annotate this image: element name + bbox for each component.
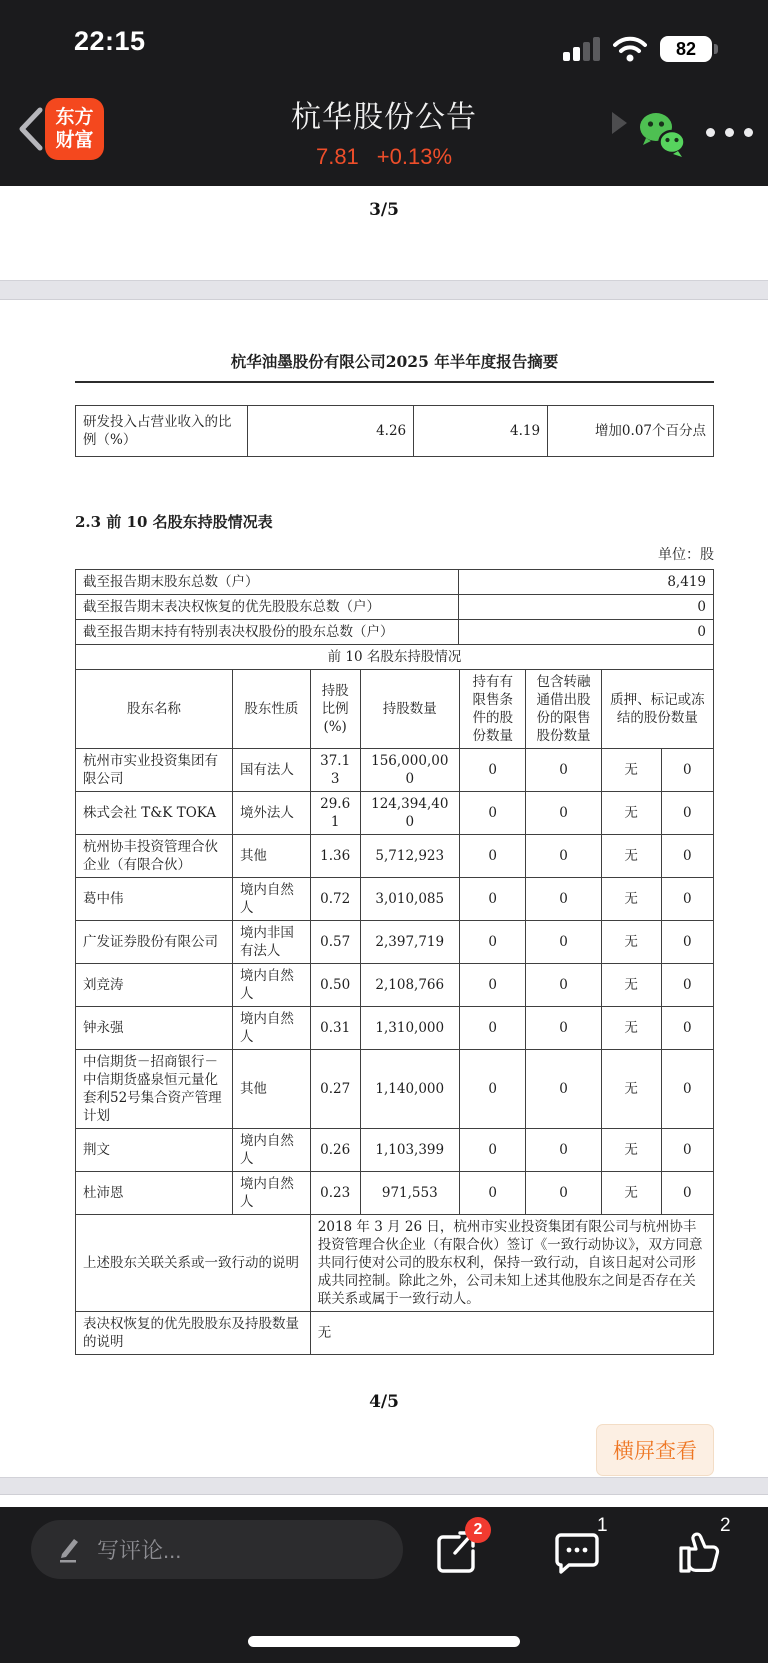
notes-tbody [76,1215,714,1355]
holder-cell: 0 [460,1007,526,1050]
holder-row [76,964,714,1007]
holder-cell: 刘竞涛 [76,964,233,1007]
unit-label: 单位：股 [658,547,714,563]
page-separator [0,1477,768,1495]
top10-holders-table [75,644,714,1355]
holder-cell: 156,000,000 [360,749,460,792]
holder-cell: 0 [661,878,713,921]
col-header: 质押、标记或冻结的股份数量 [601,670,713,749]
holder-cell: 0 [460,1172,526,1215]
holder-cell: 其他 [232,835,310,878]
stock-change: +0.13% [376,144,453,169]
holder-cell: 0.27 [310,1050,360,1129]
section-title: 2.3 前 10 名股东持股情况表 [75,513,273,531]
holder-cell: 杭州协丰投资管理合伙企业（有限合伙） [76,835,233,878]
expand-arrow-icon[interactable] [612,112,627,134]
col-header: 股东性质 [232,670,310,749]
table-row [76,406,714,457]
holder-cell: 杜沛恩 [76,1172,233,1215]
like-count: 2 [720,1515,731,1536]
holder-cell: 中信期货－招商银行－中信期货盛泉恒元量化套利52号集合资产管理计划 [76,1050,233,1129]
comment-button[interactable] [553,1515,608,1582]
holder-cell: 971,553 [360,1172,460,1215]
holder-cell: 0 [460,792,526,835]
holder-cell: 境内自然人 [232,964,310,1007]
document-page [75,300,714,1355]
wechat-share-icon[interactable] [636,110,688,160]
holder-cell: 0.72 [310,878,360,921]
holder-row [76,921,714,964]
holder-cell: 2,108,766 [360,964,460,1007]
summary-value: 0 [458,595,713,620]
rd-current: 4.26 [248,406,414,457]
holder-cell: 0 [460,1129,526,1172]
holder-cell: 0 [460,964,526,1007]
holder-cell: 0 [661,1050,713,1129]
page3-indicator: 3/5 [369,200,399,220]
comment-icon [553,1529,601,1577]
holder-cell: 杭州市实业投资集团有限公司 [76,749,233,792]
holder-cell: 0 [460,835,526,878]
holder-cell: 0 [526,878,601,921]
holder-cell: 无 [601,1129,661,1172]
holder-cell: 无 [601,1050,661,1129]
pencil-icon [56,1536,81,1563]
holder-cell: 0.57 [310,921,360,964]
holder-cell: 无 [601,792,661,835]
holder-cell: 其他 [232,1050,310,1129]
holder-cell: 无 [601,749,661,792]
holder-cell: 1.36 [310,835,360,878]
status-icons [563,36,718,62]
battery-icon [660,36,718,62]
page4-indicator: 4/5 [369,1392,399,1412]
title-block [174,92,594,170]
holder-cell: 0 [661,1007,713,1050]
holder-cell: 无 [601,1172,661,1215]
holder-cell: 1,310,000 [360,1007,460,1050]
summary-tbody [76,570,714,645]
summary-label: 截至报告期末持有特别表决权股份的股东总数（户） [76,620,459,645]
back-button[interactable] [14,104,48,154]
note-label: 上述股东关联关系或一致行动的说明 [76,1215,311,1312]
holder-row [76,1172,714,1215]
holder-cell: 0 [460,1050,526,1129]
summary-value: 0 [458,620,713,645]
holder-cell: 无 [601,964,661,1007]
holder-cell: 无 [601,878,661,921]
holder-cell: 0 [661,1129,713,1172]
holder-row [76,792,714,835]
col-header: 包含转融通借出股份的限售股份数量 [526,670,601,749]
rd-ratio-table [75,405,714,457]
holder-cell: 境内自然人 [232,878,310,921]
holder-cell: 境内自然人 [232,1129,310,1172]
holder-row [76,1050,714,1129]
holder-cell: 荆文 [76,1129,233,1172]
share-button[interactable] [433,1521,483,1582]
holder-cell: 0 [661,1172,713,1215]
holders-caption: 前 10 名股东持股情况 [76,645,714,670]
holder-cell: 0 [460,749,526,792]
eastmoney-logo[interactable]: 东方 财富 [45,98,104,160]
note-label: 表决权恢复的优先股股东及持股数量的说明 [76,1312,311,1355]
col-header: 持有有限售条件的股份数量 [460,670,526,749]
holder-row [76,1007,714,1050]
holder-row [76,835,714,878]
holder-cell: 0 [526,1172,601,1215]
holder-row [76,1129,714,1172]
signal-icon [563,37,600,61]
note-text: 2018 年 3 月 26 日，杭州市实业投资集团有限公司与杭州协丰投资管理合伙企业（有限合伙）签订《一致行动协议》，双方同意共同行使对公司的股东权利，保持一致行动，自该日起对公司形成共同控制。除此之外，公司未知上述其他股东之间是否存在关联关系或属于一致行动人。 [310,1215,713,1312]
comment-placeholder: 写评论... [97,1538,182,1563]
more-menu-button[interactable] [706,128,753,137]
holder-cell: 0 [526,792,601,835]
holder-cell: 0.50 [310,964,360,1007]
summary-row [76,595,714,620]
holder-cell: 0 [661,835,713,878]
battery-percent: 82 [660,36,712,62]
rd-previous: 4.19 [414,406,548,457]
comment-input[interactable] [31,1520,403,1579]
summary-value: 8,419 [458,570,713,595]
status-time: 22:15 [74,26,146,56]
holder-cell: 0 [661,964,713,1007]
holder-cell: 0.26 [310,1129,360,1172]
holder-cell: 境外法人 [232,792,310,835]
holder-cell: 0 [460,878,526,921]
holder-cell: 境内自然人 [232,1007,310,1050]
summary-row [76,620,714,645]
holder-cell: 124,394,400 [360,792,460,835]
holder-cell: 0 [526,921,601,964]
home-indicator[interactable] [248,1636,520,1647]
summary-label: 截至报告期末表决权恢复的优先股股东总数（户） [76,595,459,620]
thumbs-up-icon [676,1529,722,1577]
note-text: 无 [310,1312,713,1355]
holder-cell: 0 [526,1129,601,1172]
stock-price: 7.81 [315,144,359,169]
holders-tbody [76,749,714,1215]
holder-cell: 0 [526,835,601,878]
comment-count: 1 [597,1515,608,1536]
holder-cell: 0.23 [310,1172,360,1215]
holder-cell: 无 [601,921,661,964]
holder-cell: 0 [526,964,601,1007]
holder-cell: 0 [661,792,713,835]
holder-cell: 0 [526,1007,601,1050]
rd-change: 增加0.07个百分点 [548,406,714,457]
wifi-icon [613,36,647,62]
holder-cell: 钟永强 [76,1007,233,1050]
holder-cell: 无 [601,835,661,878]
share-badge: 2 [465,1517,491,1543]
holder-cell: 1,103,399 [360,1129,460,1172]
holder-cell: 株式会社 T&K TOKA [76,792,233,835]
col-header: 持股比例(%) [310,670,360,749]
shareholder-summary-table [75,569,714,645]
nav-bar [0,92,768,172]
holder-cell: 广发证券股份有限公司 [76,921,233,964]
page-separator [0,280,768,300]
holder-cell: 0.31 [310,1007,360,1050]
holder-cell: 境内自然人 [232,1172,310,1215]
holder-cell: 5,712,923 [360,835,460,878]
holder-cell: 葛中伟 [76,878,233,921]
holder-cell: 0 [460,921,526,964]
like-button[interactable] [676,1515,731,1582]
holder-cell: 境内非国有法人 [232,921,310,964]
table-caption-row [76,645,714,670]
holder-cell: 国有法人 [232,749,310,792]
landscape-view-button[interactable]: 横屏查看 [596,1424,714,1476]
holder-cell: 0 [526,749,601,792]
holder-cell: 0 [661,749,713,792]
stock-quote [174,144,594,170]
holder-cell: 29.61 [310,792,360,835]
app-header [0,0,768,186]
holder-cell: 0 [526,1050,601,1129]
table-header-row [76,670,714,749]
rd-label: 研发投入占营业收入的比例（%） [76,406,248,457]
holder-cell: 无 [601,1007,661,1050]
holder-row [76,878,714,921]
summary-row [76,570,714,595]
col-header: 持股数量 [360,670,460,749]
col-header: 股东名称 [76,670,233,749]
holder-cell: 0 [661,921,713,964]
note-row [76,1312,714,1355]
document-title: 杭华油墨股份有限公司2025 年半年度报告摘要 [75,350,714,383]
holder-row [76,749,714,792]
holder-cell: 1,140,000 [360,1050,460,1129]
summary-label: 截至报告期末股东总数（户） [76,570,459,595]
page-title: 杭华股份公告 [291,101,477,134]
note-row [76,1215,714,1312]
holder-cell: 3,010,085 [360,878,460,921]
holder-cell: 2,397,719 [360,921,460,964]
holder-cell: 37.13 [310,749,360,792]
